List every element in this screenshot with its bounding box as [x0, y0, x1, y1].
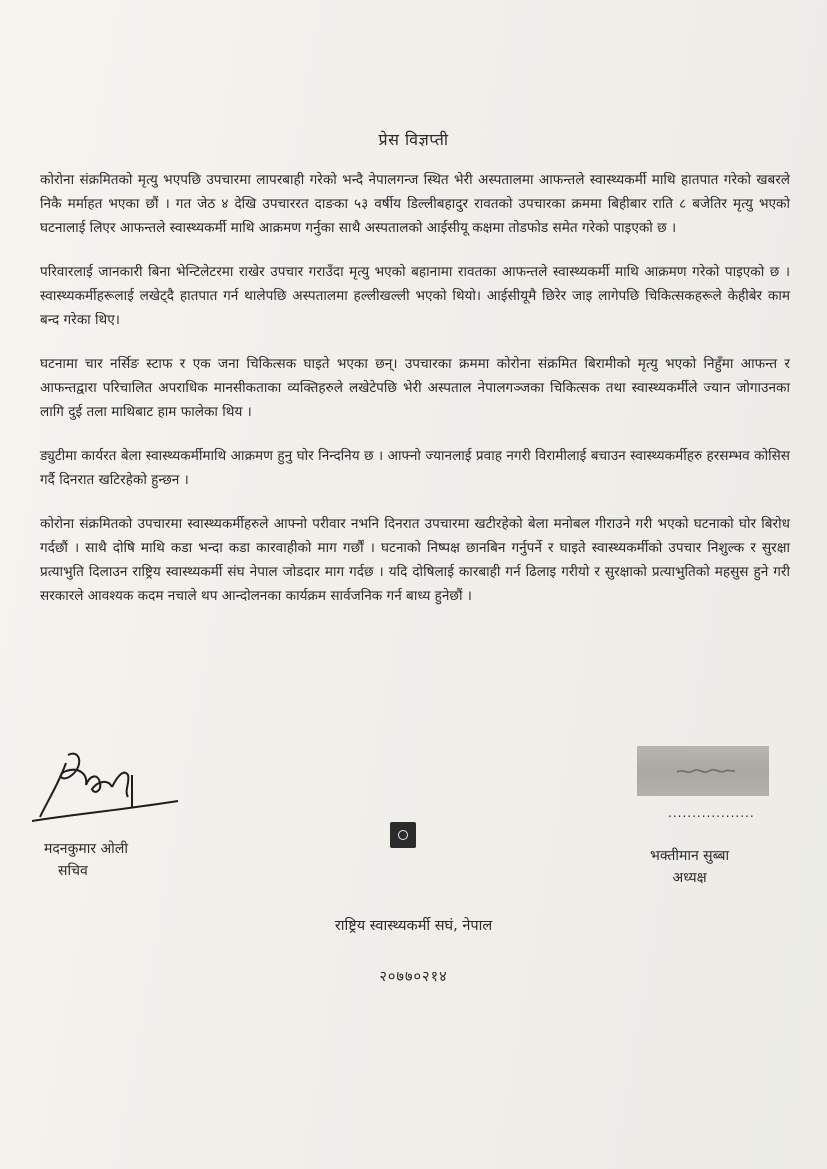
paragraph-3: घटनामा चार नर्सिङ स्टाफ र एक जना चिकित्सक घाइते भएका छन्। उपचारका क्रममा कोरोना संक्रमित बिरामीको मृत्यु भएको निहुँमा आफन्त र आफन्तद्वारा परिचालित अपराधिक मानसीकताका व्यक्तिहरुले लखेटेपछि भेरी अस्पताल नेपालगञ्जका चिकित्सक तथा स्वास्थ्यकर्मीले ज्यान जोगाउनका लागि दुई तला माथिबाट हाम फालेका थिय ।	[40, 356, 790, 420]
signatory-left-role: सचिव	[58, 863, 88, 879]
seal-icon	[390, 822, 416, 848]
signatory-right	[650, 845, 729, 889]
paragraph-5: कोरोना संक्रमितको उपचारमा स्वास्थ्यकर्मीहरुले आफ्नो परीवार नभनि दिनरात उपचारमा खटीरहेको बेला मनोबल गीराउने गरी भएको घटनाको घोर बिरोध गर्दछौं । साथै दोषि माथि कडा भन्दा कडा कारवाहीको माग गर्छौं । घटनाको निष्पक्ष छानबिन गर्नुपर्ने र घाइते स्वास्थ्यकर्मीको उपचार निशुल्क र सुरक्षा प्रत्याभुति दिलाउन राष्ट्रिय स्वास्थ्यकर्मी संघ नेपाल जोडदार माग गर्दछ । यदि दोषिलाई कारबाही गर्न ढिलाइ गरीयो र सुरक्षाको प्रत्याभुतिको महसुस हुने गरी सरकारले आवश्यक कदम नचाले थप आन्दोलनका कार्यक्रम सार्वजनिक गर्न बाध्य हुनेछौं ।	[40, 516, 790, 604]
signature-line: ..................	[668, 806, 755, 820]
document-date: २०७७०२१४	[379, 969, 448, 985]
redacted-signature-right	[637, 746, 769, 796]
scribble-icon	[677, 766, 735, 776]
signatory-right-name: भक्तीमान सुब्बा	[650, 848, 730, 864]
paragraph-4: ड्युटीमा कार्यरत बेला स्वास्थ्यकर्मीमाथि आक्रमण हुनु घोर निन्दनिय छ । आफ्नो ज्यानलाई प्रवाह नगरी विरामीलाई बचाउन स्वास्थ्यकर्मीहरु हरसम्भव कोसिस गर्दै दिनरात खटिरहेको हुन्छन ।	[40, 448, 790, 488]
paragraph-1: कोरोना संक्रमितको मृत्यु भएपछि उपचारमा लापरबाही गरेको भन्दै नेपालगन्ज स्थित भेरी अस्पतालमा आफन्तले स्वास्थ्यकर्मी माथि हातपात गरेको खबरले निकै मर्माहत भएका छौं । गत जेठ ४ देखि उपचाररत दाङका ५३ वर्षीय डिल्लीबहादुर रावतको उपचारका क्रममा बिहीबार राति ८ बजेतिर मृत्यु भएको घटनालाई लिएर आफन्तले स्वास्थ्यकर्मी माथि आक्रमण गर्नुका साथै अस्पतालको आईसीयू कक्षमा तोडफोड समेत गरेको पाइएको छ ।	[40, 172, 790, 236]
document-body	[40, 168, 790, 628]
organization-name: राष्ट्रिय स्वास्थ्यकर्मी सघं, नेपाल	[334, 918, 493, 934]
signatory-left-name: मदनकुमार ओली	[44, 841, 128, 857]
signatory-right-role: अध्यक्ष	[672, 870, 707, 886]
signature-left	[28, 745, 188, 835]
paragraph-2: परिवारलाई जानकारी बिना भेन्टिलेटरमा राखेर उपचार गराउँदा मृत्यु भएको बहानामा रावतका आफन्तले स्वास्थ्यकर्मी माथि आक्रमण गरेको पाइएको छ । स्वास्थ्यकर्मीहरूलाई लखेट्दै हातपात गर्न थालेपछि अस्पतालमा हल्लीखल्ली भएको थियो। आईसीयूमै छिरेर जाइ लागेपछि चिकित्सकहरूले केहीबेर काम बन्द गरेका थिए।	[40, 264, 790, 328]
signatory-left	[44, 838, 128, 882]
document-title: प्रेस विज्ञप्ती	[378, 130, 449, 149]
